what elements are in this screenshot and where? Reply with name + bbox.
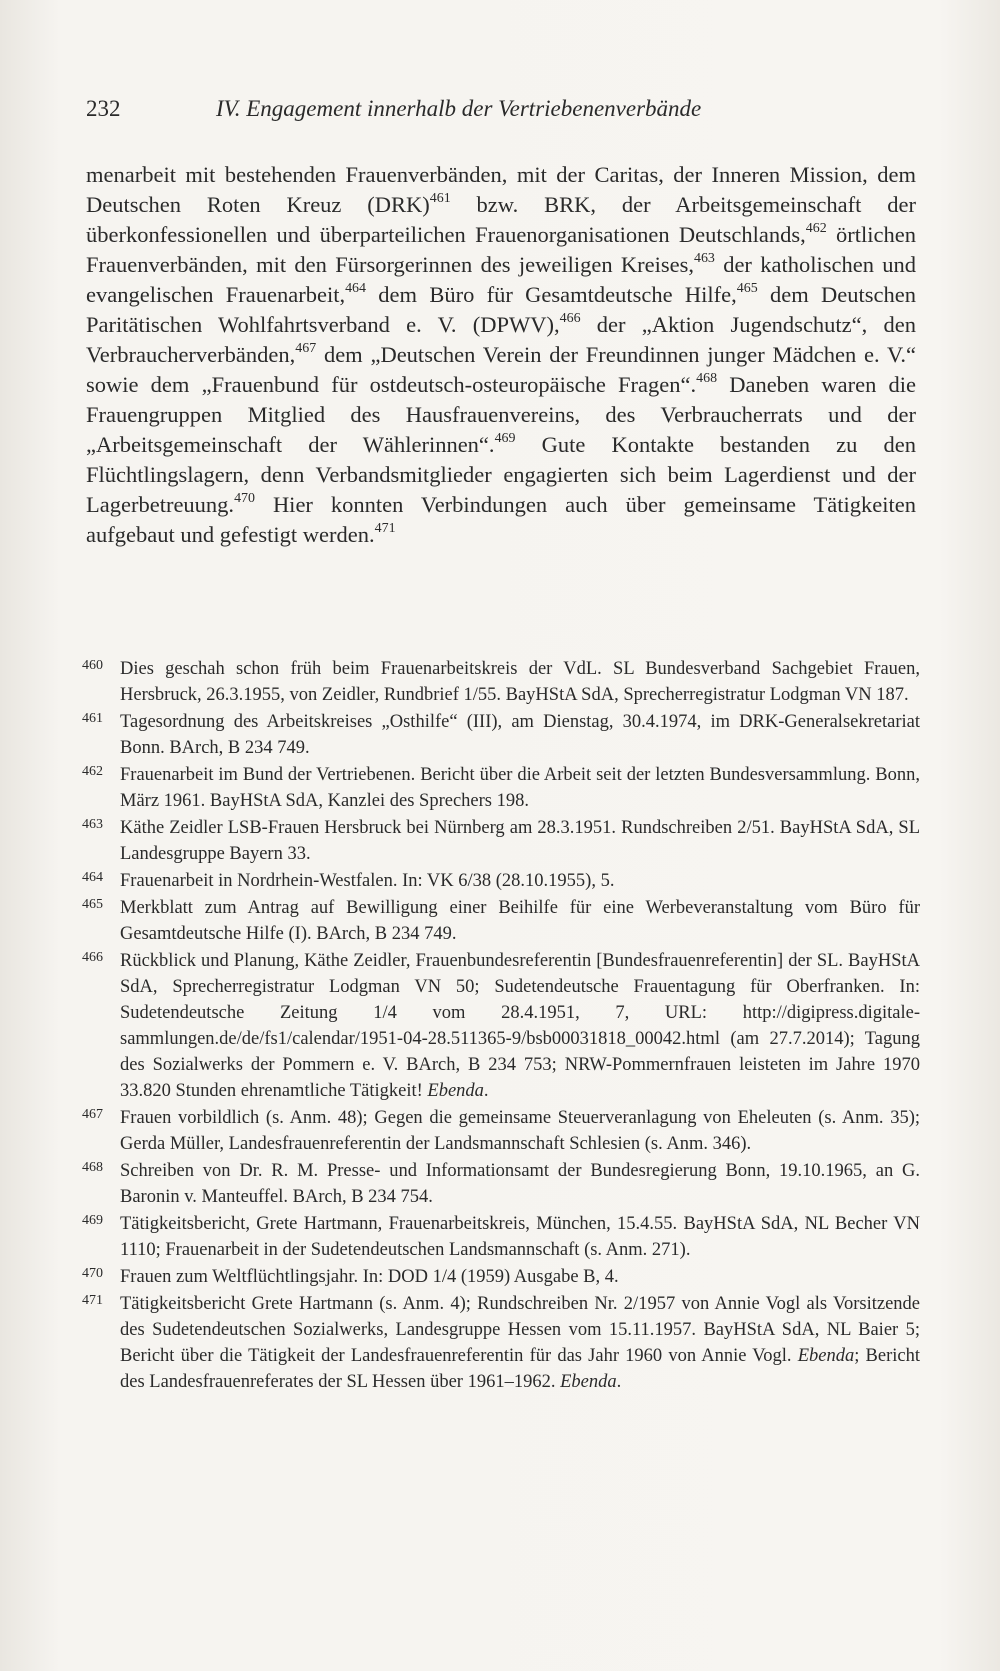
footnote-460 (82, 656, 920, 708)
footnote-number: 460 (82, 658, 103, 673)
footnote-text (120, 1294, 920, 1392)
text-run: Tätigkeitsbericht Grete Hartmann (s. Anm. 4); Rundschreiben Nr. 2/1957 von Annie Vogl als Vorsitzende des Sudetendeutschen Sozialwerks, Landesgruppe Hessen vom 15.11.1957. BayHStA SdA, NL Baier 5; Bericht über die Tätigkeit der Landesfrauenreferentin für das Jahr 1960 von Annie Vogl. (120, 1294, 920, 1366)
footnote-ref-471[interactable]: 471 (374, 521, 396, 537)
text-run: dem „Deutschen Verein der Freundinnen junger Mädchen e. V.“ sowie dem „Frauenbund für ostdeutsch-osteuropäische Fragen“. (86, 342, 916, 397)
footnote-ref-463[interactable]: 463 (693, 251, 715, 267)
text-run: Daneben waren die Frauengruppen Mitglied des Hausfrauenvereins, des Verbraucherrats und der „Arbeitsgemeinschaft der Wählerinnen“. (86, 372, 916, 457)
footnote-468 (82, 1158, 920, 1210)
footnote-number: 470 (82, 1266, 103, 1281)
footnote-465 (82, 895, 920, 947)
footnote-text: Dies geschah schon früh beim Frauenarbeitskreis der VdL. SL Bundesverband Sachgebiet Frauen, Hersbruck, 26.3.1955, von Zeidler, Rundbrief 1/55. BayHStA SdA, Sprecherregistratur Lodgman VN 187. (120, 659, 920, 705)
running-title: IV. Engagement innerhalb der Vertriebenenverbände (216, 96, 702, 121)
footnote-text: Schreiben von Dr. R. M. Presse- und Informationsamt der Bundesregierung Bonn, 19.10.1965, an G. Baronin v. Manteuffel. BArch, B 234 754. (120, 1161, 920, 1207)
footnote-471 (82, 1291, 920, 1395)
footnote-467 (82, 1105, 920, 1157)
text-run: bzw. BRK, der Arbeitsgemeinschaft der überkonfessionellen und überparteilichen Frauenorganisationen Deutschlands, (86, 192, 916, 247)
footnote-text: Frauenarbeit im Bund der Vertriebenen. Bericht über die Arbeit seit der letzten Bundesversammlung. Bonn, März 1961. BayHStA SdA, Kanzlei des Sprechers 198. (120, 765, 920, 811)
text-run: . (616, 1372, 622, 1392)
footnote-466 (82, 948, 920, 1104)
footnote-ref-464[interactable]: 464 (345, 281, 366, 297)
text-run: der „Aktion Jugendschutz“, den Verbraucherverbänden, (86, 312, 916, 367)
footnote-number: 465 (82, 897, 103, 912)
footnote-number: 468 (82, 1160, 103, 1175)
text-run: dem Büro für Gesamtdeutsche Hilfe, (365, 282, 737, 307)
footnote-ref-461[interactable]: 461 (429, 191, 451, 207)
footnote-ref-467[interactable]: 467 (295, 341, 317, 357)
footnote-number: 461 (82, 711, 103, 726)
footnote-number: 466 (82, 950, 103, 965)
footnote-text: Merkblatt zum Antrag auf Bewilligung einer Beihilfe für eine Werbeveranstaltung vom Büro für Gesamtdeutsche Hilfe (I). BArch, B 234 749. (120, 898, 920, 944)
text-run: dem Deutschen Paritätischen Wohlfahrtsverband e. V. (DPWV), (86, 282, 916, 337)
text-run: örtlichen Frauenverbänden, mit den Fürsorgerinnen des jeweiligen Kreises, (86, 222, 916, 277)
footnote-462 (82, 762, 920, 814)
footnote-number: 462 (82, 764, 103, 779)
text-run: Gute Kontakte bestanden zu den Flüchtlingslagern, denn Verbandsmitglieder engagierten sich beim Lagerdienst und der Lagerbetreuung. (86, 432, 916, 517)
footnote-text: Frauenarbeit in Nordrhein-Westfalen. In: VK 6/38 (28.10.1955), 5. (120, 871, 615, 891)
footnote-469 (82, 1211, 920, 1263)
page-number: 232 (86, 96, 121, 121)
footnote-463 (82, 815, 920, 867)
text-run: der katholischen und evangelischen Frauenarbeit, (86, 252, 916, 307)
ebenda-italic: Ebenda (427, 1081, 484, 1101)
footnote-464 (82, 868, 920, 894)
footnote-text (120, 951, 920, 1101)
footnote-ref-470[interactable]: 470 (234, 491, 255, 507)
text-run: ; Bericht des Landesfrauenreferates der SL Hessen über 1961–1962. (120, 1346, 920, 1392)
text-run: . (483, 1081, 489, 1101)
footnote-number: 471 (82, 1293, 103, 1308)
text-run: Hier konnten Verbindungen auch über gemeinsame Tätigkeiten aufgebaut und gefestigt werden. (86, 492, 916, 547)
footnote-text: Tagesordnung des Arbeitskreises „Osthilfe“ (III), am Dienstag, 30.4.1974, im DRK-Generalsekretariat Bonn. BArch, B 234 749. (120, 712, 920, 758)
footnote-470 (82, 1264, 920, 1290)
ebenda-italic: Ebenda (797, 1346, 855, 1366)
footnote-ref-466[interactable]: 466 (559, 311, 581, 327)
footnote-text: Frauen zum Weltflüchtlingsjahr. In: DOD 1/4 (1959) Ausgabe B, 4. (120, 1267, 619, 1287)
footnote-text: Tätigkeitsbericht, Grete Hartmann, Frauenarbeitskreis, München, 15.4.55. BayHStA SdA, NL Becher VN 1110; Frauenarbeit in der Sudetendeutschen Landsmannschaft (s. Anm. 271). (120, 1214, 920, 1260)
footnote-text: Frauen vorbildlich (s. Anm. 48); Gegen die gemeinsame Steuerveranlagung von Eheleuten (s. Anm. 35); Gerda Müller, Landesfrauenreferentin der Landsmannschaft Schlesien (s. Anm. 346). (120, 1108, 920, 1154)
footnote-ref-462[interactable]: 462 (805, 221, 827, 237)
footnote-number: 467 (82, 1107, 103, 1122)
footnote-ref-468[interactable]: 468 (696, 371, 718, 387)
paragraph (86, 160, 916, 550)
page-header (86, 96, 926, 132)
footnote-number: 469 (82, 1213, 103, 1228)
footnote-461 (82, 709, 920, 761)
footnote-number: 464 (82, 870, 103, 885)
footnotes (82, 656, 920, 1396)
footnote-ref-465[interactable]: 465 (736, 281, 758, 297)
footnote-text: Käthe Zeidler LSB-Frauen Hersbruck bei Nürnberg am 28.3.1951. Rundschreiben 2/51. BayHStA SdA, SL Landesgruppe Bayern 33. (120, 818, 920, 864)
footnote-ref-469[interactable]: 469 (494, 431, 516, 447)
text-run: Rückblick und Planung, Käthe Zeidler, Frauenbundesreferentin [Bundesfrauenreferentin] der SL. BayHStA SdA, Sprecherregistratur Lodgman VN 50; Sudetendeutsche Frauentagung für Oberfranken. In: Sudetendeutsche Zeitung 1/4 vom 28.4.1951, 7, URL: http://digipress.digitale-sammlungen.de/de/fs1/calendar/1951-04-28.511365-9/bsb00031818_00042.html (am 27.7.2014); Tagung des Sozialwerks der Pommern e. V. BArch, B 234 753; NRW-Pommernfrauen leisteten im Jahre 1970 33.820 Stunden ehrenamtliche Tätigkeit! (120, 951, 920, 1101)
main-paragraph (86, 160, 916, 550)
text-run: menarbeit mit bestehenden Frauenverbänden, mit der Caritas, der Inneren Mission, dem Deutschen Roten Kreuz (DRK) (86, 162, 916, 217)
footnote-number: 463 (82, 817, 103, 832)
ebenda-italic: Ebenda (560, 1372, 617, 1392)
